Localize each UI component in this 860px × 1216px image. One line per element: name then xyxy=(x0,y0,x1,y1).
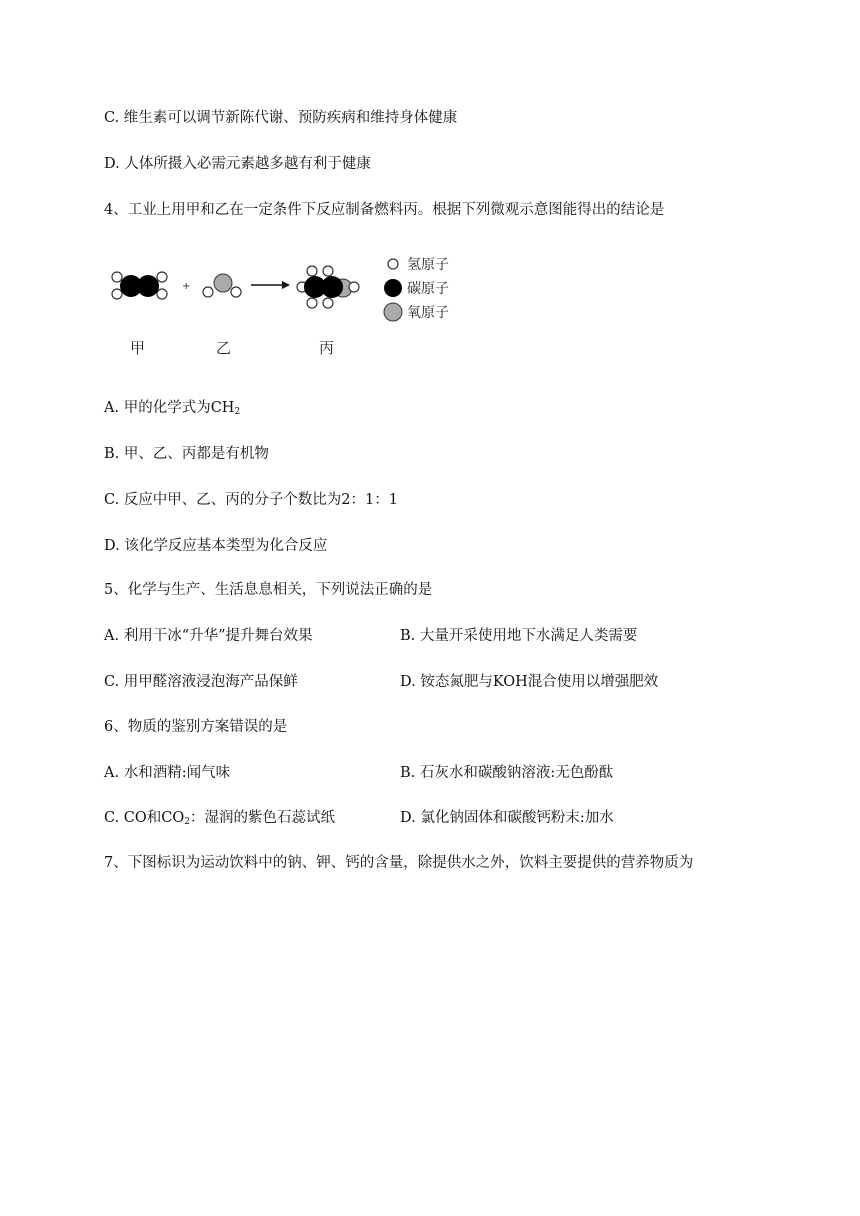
option-c-vitamin: C. 维生素可以调节新陈代谢、预防疾病和维持身体健康 xyxy=(104,110,458,126)
q6-option-c-subscript: 2 xyxy=(184,817,190,827)
q6-option-c-text: C. CO和CO xyxy=(104,810,185,826)
legend xyxy=(384,257,449,321)
molecule-yi xyxy=(203,274,241,297)
question-5: 5、化学与生产、生活息息相关，下列说法正确的是 xyxy=(104,582,433,598)
question-6: 6、物质的鉴别方案错误的是 xyxy=(104,719,288,735)
q4-option-a-subscript: 2 xyxy=(234,407,241,417)
legend-carbon-label: 碳原子 xyxy=(407,281,449,297)
question-7: 7、下图标识为运动饮料中的钠、钾、钙的含量，除提供水之外，饮料主要提供的营养物质为 xyxy=(104,855,694,871)
q6-option-c xyxy=(104,808,335,832)
question-4: 4、工业上用甲和乙在一定条件下反应制备燃料丙。根据下列微观示意图能得出的结论是 xyxy=(104,202,665,218)
q5-option-a: A. 利用干冰“升华”提升舞台效果 xyxy=(104,628,313,644)
label-bing: 丙 xyxy=(319,339,335,357)
q5-option-b: B. 大量开采使用地下水满足人类需要 xyxy=(400,628,638,644)
q6-option-c-suffix: ：湿润的紫色石蕊试纸 xyxy=(190,810,335,826)
q4-option-a xyxy=(104,398,240,422)
reaction-arrow xyxy=(251,281,290,289)
option-d-element: D. 人体所摄入必需元素越多越有利于健康 xyxy=(104,156,371,172)
label-yi: 乙 xyxy=(216,339,232,357)
plus-sign: + xyxy=(182,281,191,292)
q4-option-a-text: A. 甲的化学式为CH xyxy=(104,400,235,416)
legend-carbon-icon xyxy=(384,279,402,297)
molecule-bing xyxy=(297,266,359,308)
molecule-diagram xyxy=(104,244,474,364)
legend-oxygen-label: 氧原子 xyxy=(407,305,449,321)
legend-hydrogen-label: 氢原子 xyxy=(407,257,449,273)
q4-option-d: D. 该化学反应基本类型为化合反应 xyxy=(104,538,328,554)
legend-hydrogen-icon xyxy=(388,259,398,269)
legend-oxygen-icon xyxy=(384,303,402,321)
q6-option-b: B. 石灰水和碳酸钠溶液:无色酚酞 xyxy=(400,765,614,781)
q5-option-d: D. 铵态氮肥与KOH混合使用以增强肥效 xyxy=(400,674,659,690)
q6-option-a: A. 水和酒精:闻气味 xyxy=(104,765,231,781)
q4-option-b: B. 甲、乙、丙都是有机物 xyxy=(104,446,269,462)
q5-option-c: C. 用甲醛溶液浸泡海产品保鲜 xyxy=(104,674,298,690)
q4-option-c: C. 反应中甲、乙、丙的分子个数比为2：1：1 xyxy=(104,492,398,508)
label-jia: 甲 xyxy=(130,339,146,357)
q6-option-d: D. 氯化钠固体和碳酸钙粉末:加水 xyxy=(400,810,614,826)
molecule-jia xyxy=(112,272,167,299)
